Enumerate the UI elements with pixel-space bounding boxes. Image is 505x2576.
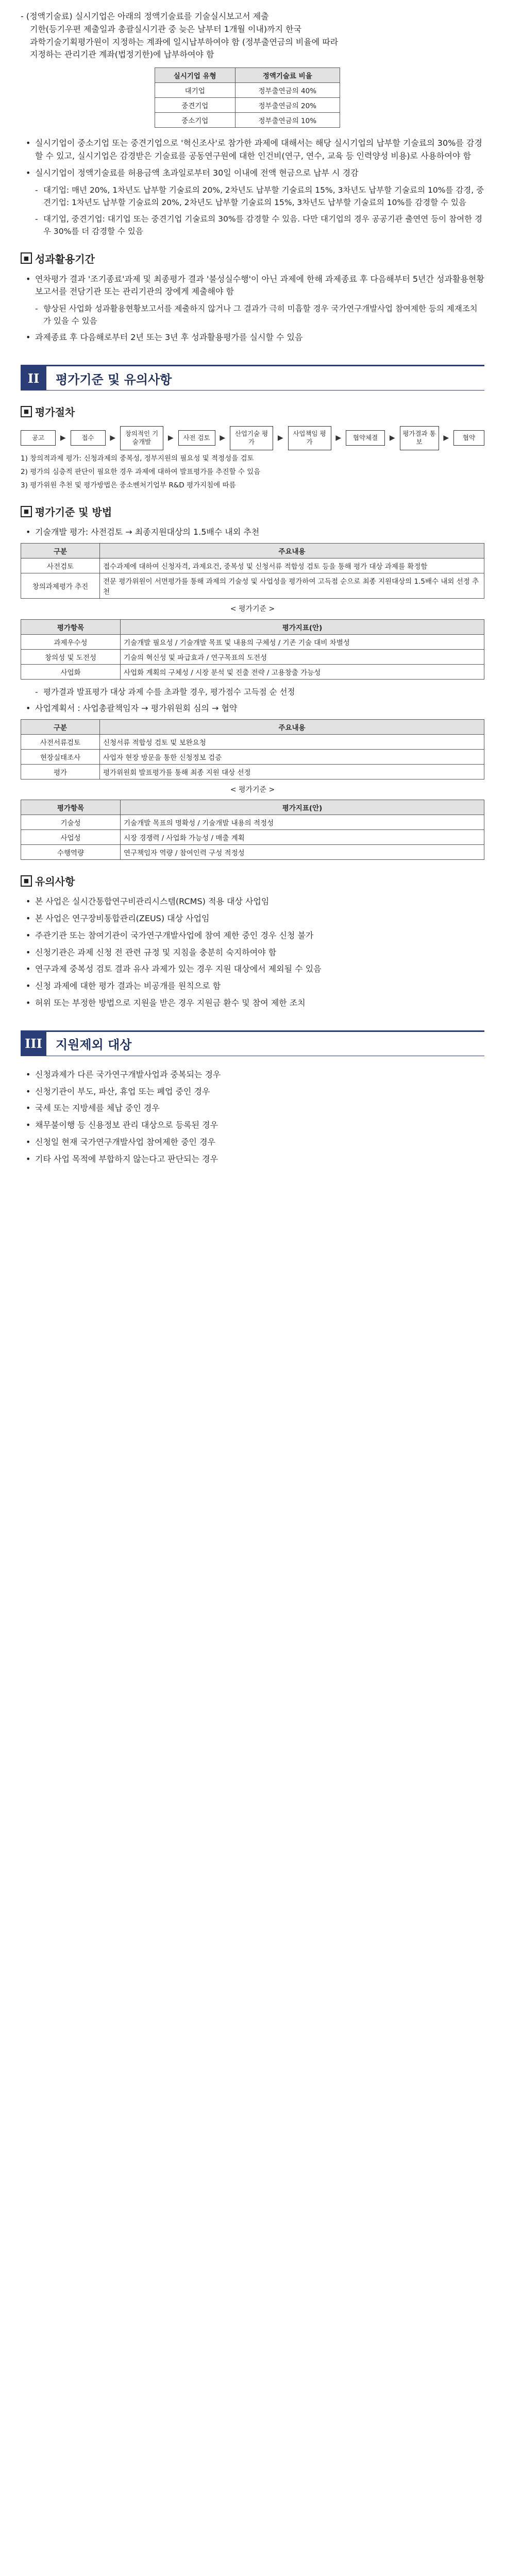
table-row (21, 749, 484, 764)
flow-note: 3) 평가위원 추천 및 평가방법은 중소벤처기업부 R&D 평가지침에 따름 (21, 481, 236, 490)
arrow-right-icon: ▶ (167, 434, 174, 443)
table-cell: 정부출연금의 40% (235, 83, 340, 98)
table-cell: 창의성 및 도전성 (21, 649, 121, 664)
flow-note: 2) 평가의 심층적 판단이 필요한 경우 과제에 대하여 발표평가를 추진할 수 있음 (21, 467, 261, 476)
table-cell: 사업화 (21, 664, 121, 679)
table-row (21, 734, 484, 749)
table-cell: 사전검토 (21, 558, 100, 573)
criteria-table-2 (21, 619, 484, 680)
table-cell: 수행역량 (21, 845, 121, 860)
checkbox-icon: ■ (21, 506, 32, 517)
arrow-right-icon: ▶ (443, 434, 449, 443)
table-cell: 기술개발 필요성 / 기술개발 목표 및 내용의 구체성 / 기존 기술 대비 차별성 (121, 634, 484, 649)
checkbox-icon: ■ (21, 875, 32, 887)
table-row (21, 845, 484, 860)
table-cell: 기술개발 목표의 명확성 / 기술개발 내용의 적정성 (121, 815, 484, 830)
flow-notes (21, 453, 484, 491)
section-number: II (21, 366, 46, 390)
list-item: • 신청 과제에 대한 평가 결과는 비공개를 원칙으로 함 (21, 980, 484, 993)
table-cell: 중견기업 (155, 98, 235, 113)
arrow-right-icon: ▶ (220, 434, 226, 443)
table-header: 평가항목 (21, 800, 121, 815)
list-item: • 신청일 현재 국가연구개발사업 참여제한 중인 경우 (21, 1136, 484, 1149)
table-cell: 중소기업 (155, 113, 235, 128)
table-row (21, 664, 484, 679)
table-row (155, 113, 340, 128)
table-header: 평가지표(안) (121, 619, 484, 634)
list-item: • 과제종료 후 다음해로부터 2년 또는 3년 후 성과활용평가를 실시할 수 있음 (21, 331, 484, 344)
list-item: • 채무불이행 등 신용정보 관리 대상으로 등록된 경우 (21, 1119, 484, 1132)
list-item: - 대기업: 매년 20%, 1차년도 납부할 기술료의 20%, 2차년도 납부할 기술료의 15%, 3차년도 납부할 기술료의 10%를 감경, 중견기업: 1차년도 납부할 기술료의 20%, 2차년도 납부할 기술료의 15%, 3차년도 납부할 기술료의 10%를 감경할 수 있음 (21, 184, 484, 209)
table-row (21, 649, 484, 664)
intro-block (21, 0, 484, 61)
table-cell: 사업화 계획의 구체성 / 시장 분석 및 진출 전략 / 고용창출 가능성 (121, 664, 484, 679)
table-row (21, 830, 484, 845)
table-caption: < 평가기준 > (230, 785, 275, 794)
flow-step: 협약 (453, 430, 484, 446)
section-number: III (21, 1032, 46, 1056)
table-cell: 사전서류검토 (21, 734, 100, 749)
criteria-table-3 (21, 719, 484, 779)
table-header: 주요내용 (100, 544, 484, 558)
flow-step: 공고 (21, 430, 56, 446)
flow-step: 창의적인 기술개발 (120, 426, 163, 450)
table-header: 주요내용 (100, 719, 484, 734)
section-title: 평가기준 및 유의사항 (56, 372, 172, 387)
table-row (21, 558, 484, 573)
section-title: 지원제외 대상 (56, 1038, 132, 1053)
eval-proc-heading-text: 평가절차 (35, 406, 75, 419)
table-cell: 전문 평가위원이 서면평가를 통해 과제의 기술성 및 사업성을 평가하여 고득점 순으로 최종 지원대상의 1.5배수 내외 선정 추천 (100, 573, 484, 599)
royalty-table (155, 67, 340, 128)
exclusion-bullets (21, 1069, 484, 1166)
table-cell: 사업성 (21, 830, 121, 845)
table-cell: 연구책임자 역량 / 참여인력 구성 적정성 (121, 845, 484, 860)
table-row (21, 815, 484, 830)
table-header: 정액기술료 비율 (235, 68, 340, 83)
table-row (21, 634, 484, 649)
eval-flow (21, 426, 484, 450)
table-row (21, 573, 484, 599)
table-cell: 대기업 (155, 83, 235, 98)
list-item: • 신청과제가 다른 국가연구개발사업과 중복되는 경우 (21, 1069, 484, 1081)
table-header: 평가지표(안) (121, 800, 484, 815)
table-header: 평가항목 (21, 619, 121, 634)
list-item: - 대기업, 중견기업: 대기업 또는 중견기업 기술료의 30%를 감경할 수 있음. 다만 대기업의 경우 공공기관 출연연 등이 참여한 경우 30%를 더 감경할 수 있음 (21, 213, 484, 238)
arrow-right-icon: ▶ (335, 434, 342, 443)
perf-heading-text: 성과활용기간 (35, 252, 95, 265)
table-header: 구분 (21, 719, 100, 734)
flow-step: 사업책임 평가 (288, 426, 331, 450)
list-item: • 기술개발 평가: 사전검토 → 최종지원대상의 1.5배수 내외 추천 (21, 526, 484, 539)
flow-step: 접수 (71, 430, 106, 446)
criteria-table-4 (21, 800, 484, 860)
table-row (21, 764, 484, 779)
notice-heading (21, 873, 484, 888)
section-band-2 (21, 365, 484, 391)
list-item: • 실시기업이 중소기업 또는 중견기업으로 '혁신조사'로 참가한 과제에 대해서는 해당 실시기업의 납부할 기술료의 30%를 감경할 수 있고, 실시기업은 감경받은 기술료를 공동연구원에 대한 인건비(연구, 연수, 교육 등 인력양성 비용)로 사용하여야 함 (21, 137, 484, 163)
arrow-right-icon: ▶ (60, 434, 66, 443)
checkbox-icon: ■ (21, 252, 32, 264)
table-cell: 평가위원회 발표평가를 통해 최종 지원 대상 선정 (100, 764, 484, 779)
notice-heading-text: 유의사항 (35, 875, 75, 888)
criteria-table-1 (21, 543, 484, 599)
table-cell: 창의과제평가 추진 (21, 573, 100, 599)
section-band-3 (21, 1030, 484, 1056)
intro-line: 지정하는 관리기관 계좌(법정기한)에 납부하여야 함 (30, 49, 214, 60)
flow-step: 평가결과 통보 (400, 426, 439, 450)
top-bullets (21, 137, 484, 237)
royalty-table-wrap (155, 67, 340, 128)
table-row (155, 98, 340, 113)
list-item: • 신청기관은 과제 신청 전 관련 규정 및 지침을 충분히 숙지하여야 함 (21, 946, 484, 959)
perf-bullets (21, 273, 484, 344)
list-item: • 본 사업은 연구장비통합관리(ZEUS) 대상 사업임 (21, 912, 484, 925)
arrow-right-icon: ▶ (110, 434, 116, 443)
list-item: • 기타 사업 목적에 부합하지 않는다고 판단되는 경우 (21, 1153, 484, 1166)
list-item: - 평가결과 발표평가 대상 과제 수를 초과할 경우, 평가점수 고득점 순 선정 (21, 686, 484, 698)
intro-line: - (정액기술료) 실시기업은 아래의 정액기술료를 기술실시보고서 제출 (21, 11, 269, 21)
criteria-heading-text: 평가기준 및 방법 (35, 506, 112, 519)
list-item: • 국세 또는 지방세를 체납 중인 경우 (21, 1102, 484, 1115)
list-item: • 주관기관 또는 참여기관이 국가연구개발사업에 참여 제한 중인 경우 신청 불가 (21, 929, 484, 942)
list-item: - 향상된 사업화 성과활용현황보고서를 제출하지 않거나 그 결과가 극히 미흡할 경우 국가연구개발사업 참여제한 등의 제재조치가 있을 수 있음 (21, 302, 484, 327)
flow-note: 1) 창의적과제 평가: 신청과제의 중복성, 정부지원의 필요성 및 적정성을 검토 (21, 454, 254, 463)
list-item: • 연구과제 중복성 검토 결과 유사 과제가 있는 경우 지원 대상에서 제외될 수 있음 (21, 963, 484, 976)
criteria-heading (21, 504, 484, 519)
arrow-right-icon: ▶ (277, 434, 283, 443)
perf-heading (21, 251, 484, 266)
table-cell: 신청서류 적합성 검토 및 보완요청 (100, 734, 484, 749)
intro-line: 기한(등기우편 제출일과 총괄실시기관 중 늦은 날부터 1개월 이내)까지 한국 (30, 24, 302, 34)
arrow-right-icon: ▶ (389, 434, 395, 443)
checkbox-icon: ■ (21, 406, 32, 417)
table-cell: 평가 (21, 764, 100, 779)
table-cell: 접수과제에 대하여 신청자격, 과제요건, 중복성 및 신청서류 적합성 검토 등을 통해 평가 대상 과제를 확정함 (100, 558, 484, 573)
intro-line: 과학기술기획평가원이 지정하는 계좌에 일시납부하여야 함 (정부출연금의 비율에 따라 (30, 37, 339, 47)
list-item: • 실시기업이 정액기술료를 허용금액 초과일로부터 30일 이내에 전액 현금으로 납부 시 경감 (21, 167, 484, 180)
list-item: • 신청기관이 부도, 파산, 휴업 또는 폐업 중인 경우 (21, 1086, 484, 1098)
table-caption: < 평가기준 > (230, 605, 275, 614)
table-cell: 정부출연금의 10% (235, 113, 340, 128)
list-item: • 허위 또는 부정한 방법으로 지원을 받은 경우 지원금 환수 및 참여 제한 조치 (21, 997, 484, 1010)
flow-step: 협약체결 (346, 430, 385, 446)
table-cell: 과제우수성 (21, 634, 121, 649)
table-cell: 기술의 혁신성 및 파급효과 / 연구목표의 도전성 (121, 649, 484, 664)
table-cell: 정부출연금의 20% (235, 98, 340, 113)
notice-bullets (21, 895, 484, 1010)
table-cell: 시장 경쟁력 / 사업화 가능성 / 매출 계획 (121, 830, 484, 845)
table-header: 실시기업 유형 (155, 68, 235, 83)
table-row (155, 83, 340, 98)
table-header: 구분 (21, 544, 100, 558)
table-cell: 기술성 (21, 815, 121, 830)
table-cell: 현장실태조사 (21, 749, 100, 764)
list-item: • 본 사업은 실시간통합연구비관리시스템(RCMS) 적용 대상 사업임 (21, 895, 484, 908)
flow-step: 산업기술 평가 (230, 426, 273, 450)
flow-step: 사전 검토 (178, 430, 215, 446)
list-item: • 연차평가 결과 '조기종료'과제 및 최종평가 결과 '불성실수행'이 아닌 과제에 한해 과제종료 후 다음해부터 5년간 성과활용현황보고서를 전담기관 또는 관리기관의 장에게 제출해야 함 (21, 273, 484, 299)
table-cell: 사업자 현장 방문을 통한 신청정보 검증 (100, 749, 484, 764)
eval-proc-heading (21, 404, 484, 419)
list-item: • 사업계획서 : 사업총괄책임자 → 평가위원회 심의 → 협약 (21, 702, 484, 715)
